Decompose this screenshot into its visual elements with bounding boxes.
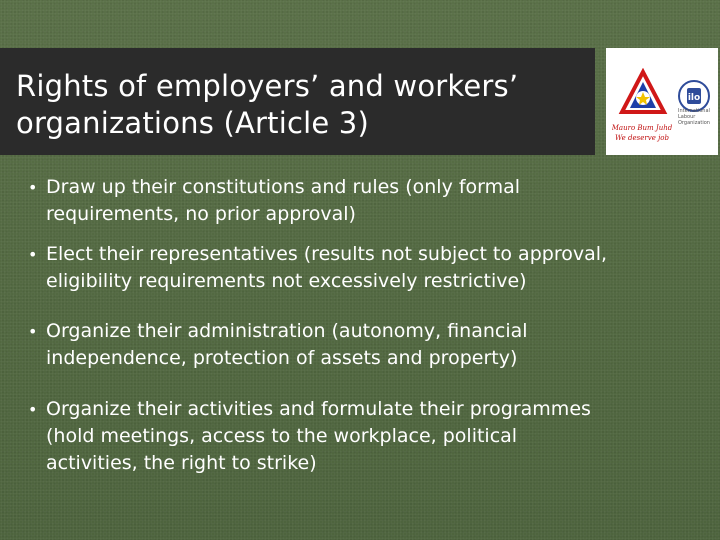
bullet-line: independence, protection of assets and property)	[46, 347, 518, 369]
dole-logo-icon	[612, 68, 672, 152]
bullet-line: activities, the right to strike)	[46, 452, 317, 474]
svg-text:Mauro Bum Juhd: Mauro Bum Juhd	[612, 124, 672, 132]
bullet-dot: •	[28, 400, 38, 419]
bullet-line: (hold meetings, access to the workplace, political	[46, 425, 518, 447]
bullet-line: requirements, no prior approval)	[46, 203, 356, 225]
title-line-1: Rights of employers’ and workers’	[16, 69, 519, 103]
bullet-item	[28, 174, 708, 228]
bullet-item	[28, 318, 708, 372]
title-bar	[0, 48, 595, 155]
ilo-caption: International Labour Organization	[678, 108, 710, 126]
bullet-dot: •	[28, 322, 38, 341]
title-line-2: organizations (Article 3)	[16, 106, 369, 140]
bullet-line: eligibility requirements not excessively restrictive)	[46, 270, 527, 292]
bullet-line: Elect their representatives (results not subject to approval,	[46, 243, 608, 265]
logo-panel	[606, 48, 718, 155]
bullet-list	[28, 174, 708, 477]
slide-title	[16, 68, 585, 142]
bullet-dot: •	[28, 178, 38, 197]
bullet-line: Draw up their constitutions and rules (only formal	[46, 176, 521, 198]
bullet-line: Organize their activities and formulate their programmes	[46, 398, 591, 420]
bullet-line: Organize their administration (autonomy, financial	[46, 320, 528, 342]
bullet-item	[28, 241, 708, 295]
svg-text:ilo: ilo	[687, 93, 701, 103]
bullet-dot: •	[28, 245, 38, 264]
svg-text:We deserve job: We deserve job	[615, 134, 669, 142]
bullet-item	[28, 396, 708, 477]
